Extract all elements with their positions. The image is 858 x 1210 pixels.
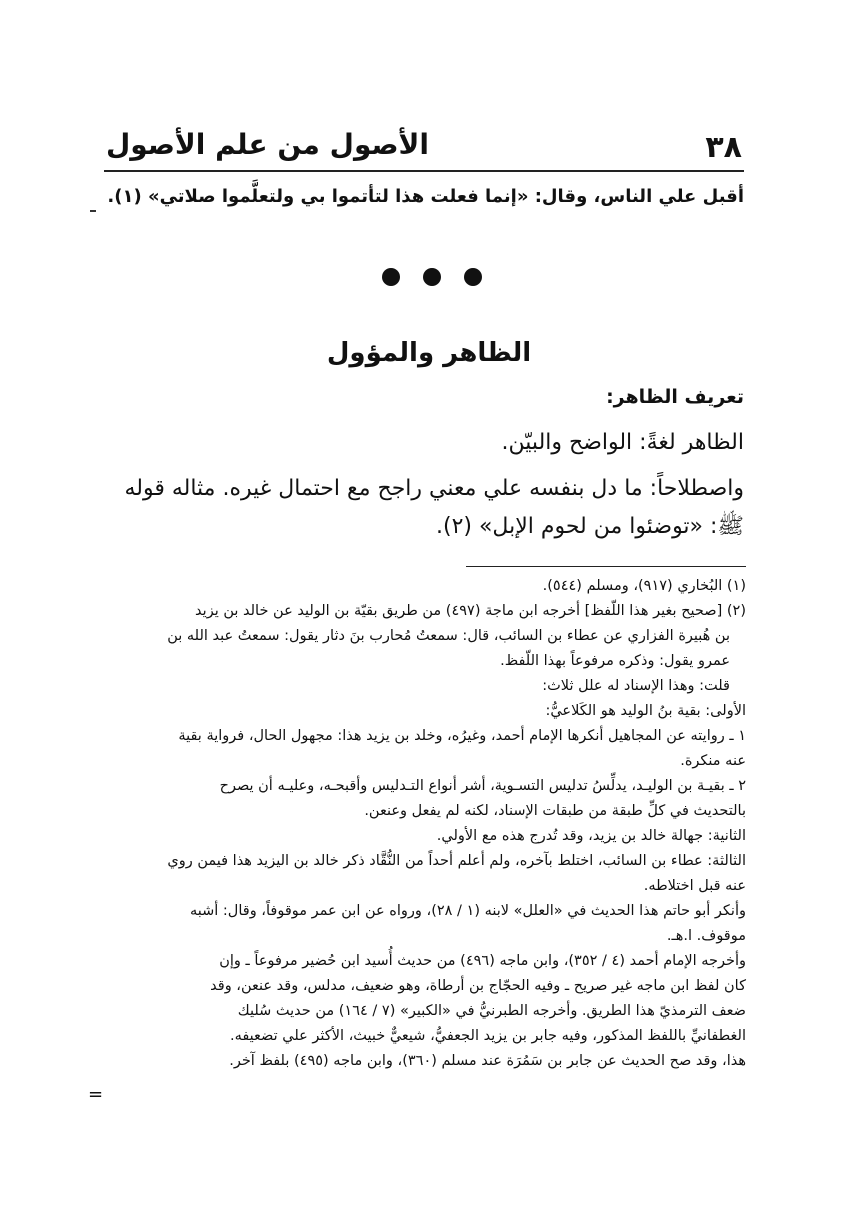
footnote-line: عمرو يقول: وذكره مرفوعاً بهذا اللّفظ. — [500, 653, 730, 669]
footnote-rule — [466, 566, 746, 567]
section-title: الظاهر والمؤول — [326, 338, 532, 368]
footnote-line: (١) البُخاري (٩١٧)، ومسلم (٥٤٤). — [542, 578, 746, 594]
footnote-line: الغطفانيِّ باللفظ المذكور، وفيه جابر بن يزيد الجعفيُّ، شيعيٌّ خبيث، الأكثر علي تضعيفه. — [229, 1028, 746, 1044]
footnote-line: كان لفظ ابن ماجه غير صريح ـ وفيه الحجّاج بن أرطاة، وهو ضعيف، مدلس، وقد عنعن، وقد — [210, 978, 746, 994]
stray-mark — [90, 210, 96, 212]
body-line: الظاهر لغةً: الواضح والبيّن. — [501, 430, 744, 455]
definition-heading: تعريف الظاهر: — [606, 386, 744, 408]
separator-dot — [382, 268, 400, 286]
footnote-line: بالتحديث في كلِّ طبقة من طبقات الإسناد، لكنه لم يفعل وعنعن. — [364, 803, 746, 819]
intro-line: أقبل علي الناس، وقال: «إنما فعلت هذا لتأتموا بي ولتعلَّموا صلاتي» (١). — [107, 186, 744, 207]
body-line: ﷺ: «توضئوا من لحوم الإبل» (٢). — [435, 514, 744, 539]
continuation-mark: = — [88, 1084, 104, 1105]
section-separator — [382, 268, 482, 286]
footnote-line: ٢ ـ بقيـة بن الوليـد، يدلِّسُ تدليس التسـوية، أشر أنواع التـدليس وأقبحـه، وعليـه أن يصرح — [219, 778, 746, 794]
footnote-line: وأخرجه الإمام أحمد (٤ / ٣٥٢)، وابن ماجه (٤٩٦) من حديث أُسيد ابن حُضير مرفوعاً ـ وإن — [219, 953, 746, 969]
header-rule — [104, 170, 744, 172]
footnote-line: الثانية: جهالة خالد بن يزيد، وقد تُدرج هذه مع الأولي. — [436, 828, 746, 844]
page-number: ٣٨ — [705, 130, 742, 165]
footnote-line: الأولى: بقية بنُ الوليد هو الكَلاعيُّ: — [545, 703, 746, 719]
footnote-line: هذا، وقد صح الحديث عن جابر بن سَمُرَة عند مسلم (٣٦٠)، وابن ماجه (٤٩٥) بلفظ آخر. — [229, 1053, 746, 1069]
footnote-line: عنه قبل اختلاطه. — [643, 878, 746, 894]
body-line: واصطلاحاً: ما دل بنفسه علي معني راجح مع احتمال غيره. مثاله قوله — [124, 476, 744, 501]
footnote-line: قلت: وهذا الإسناد له علل ثلاث: — [542, 678, 730, 694]
footnote-line: موقوف. ا.هـ. — [666, 928, 746, 944]
separator-dot — [423, 268, 441, 286]
footnote-line: عنه منكرة. — [680, 753, 746, 769]
footnote-line: وأنكر أبو حاتم هذا الحديث في «العلل» لابنه (١ / ٢٨)، ورواه عن ابن عمر موقوفاً، وقال: أشبه — [189, 903, 746, 919]
running-header-title: الأصول من علم الأصول — [106, 128, 429, 161]
footnote-line: ضعف الترمذيّ هذا الطريق. وأخرجه الطبرنيُّ في «الكبير» (٧ / ١٦٤) من حديث سُليك — [237, 1003, 746, 1019]
footnote-line: الثالثة: عطاء بن السائب، اختلط بآخره، ولم أعلم أحداً من النُّقَّاد ذكر خالد بن اليزيد هذا فيمن روي — [167, 853, 746, 869]
footnote-line: (٢) [صحيح بغير هذا اللّفظ] أخرجه ابن ماجة (٤٩٧) من طريق بقيّة بن الوليد عن خالد بن يزيد — [195, 603, 746, 619]
footnote-line: بن هُبيرة الفزاري عن عطاء بن السائب، قال: سمعتُ مُحارب بنَ دثار يقول: سمعتُ عبد الله بن — [167, 628, 730, 644]
separator-dot — [464, 268, 482, 286]
footnote-line: ١ ـ روايته عن المجاهيل أنكرها الإمام أحمد، وغيرُه، وخلد بن يزيد هذا: مجهول الحال، فرواية بقية — [178, 728, 746, 744]
